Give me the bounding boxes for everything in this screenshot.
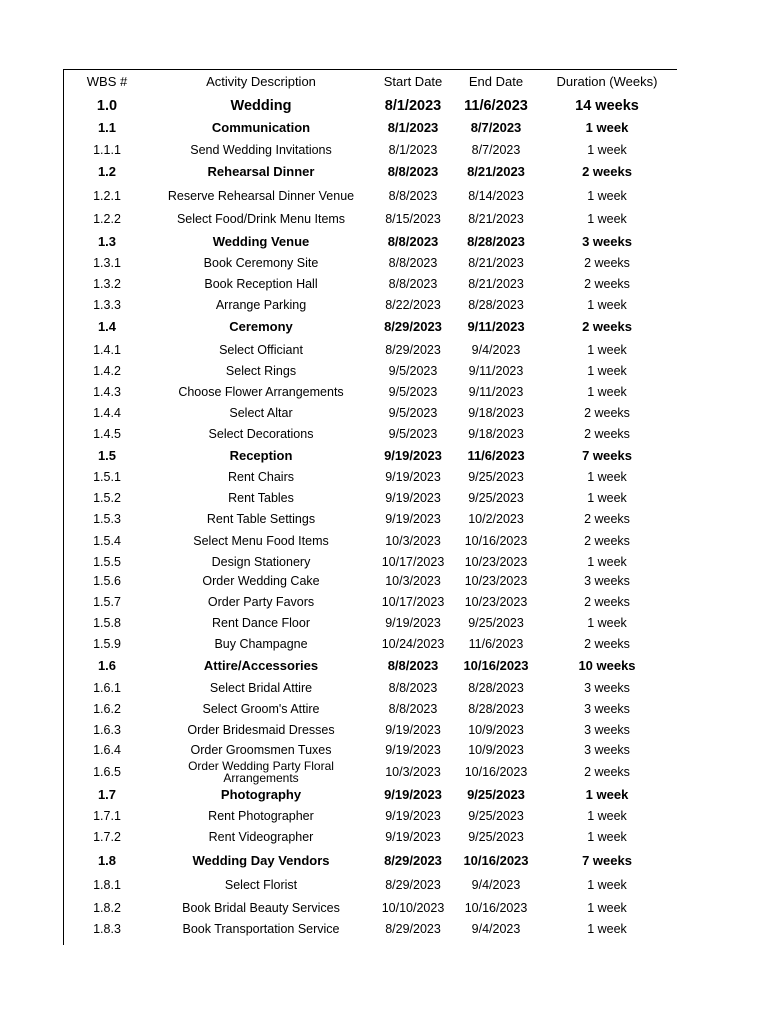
cell-desc: Photography xyxy=(220,787,302,802)
table-row xyxy=(63,759,677,785)
cell-start: 8/22/2023 xyxy=(385,298,441,312)
cell-desc: Wedding Venue xyxy=(212,234,310,249)
cell-dur: 3 weeks xyxy=(584,723,630,737)
cell-wbs: 1.5.6 xyxy=(93,574,121,588)
cell-end: 8/7/2023 xyxy=(470,120,522,135)
cell-desc: Rent Chairs xyxy=(228,470,294,484)
cell-dur: 1 week xyxy=(587,555,627,569)
cell-end: 11/6/2023 xyxy=(467,448,525,463)
cell-end: 9/4/2023 xyxy=(471,922,521,936)
cell-end: 9/25/2023 xyxy=(468,491,524,505)
cell-wbs: 1.1.1 xyxy=(93,143,121,157)
table-row xyxy=(63,827,677,847)
cell-desc: Select Decorations xyxy=(208,427,314,441)
cell-wbs: 1.4.5 xyxy=(93,427,121,441)
header-duration: Duration (Weeks) xyxy=(556,74,658,89)
table-row xyxy=(63,424,677,444)
cell-start: 9/5/2023 xyxy=(388,385,438,399)
cell-end: 8/28/2023 xyxy=(467,234,525,249)
cell-start: 8/8/2023 xyxy=(388,702,438,716)
cell-desc: Select Officiant xyxy=(219,343,303,357)
table-row xyxy=(63,571,677,591)
cell-wbs: 1.2 xyxy=(97,164,117,179)
cell-dur: 1 week xyxy=(587,189,627,203)
table-row xyxy=(63,699,677,719)
table-row xyxy=(63,720,677,740)
cell-dur: 1 week xyxy=(587,830,627,844)
cell-end: 8/21/2023 xyxy=(467,164,525,179)
cell-wbs: 1.2.2 xyxy=(93,212,121,226)
table-row xyxy=(63,382,677,402)
summary-row xyxy=(63,118,677,138)
cell-dur: 3 weeks xyxy=(584,681,630,695)
cell-dur: 7 weeks xyxy=(582,448,632,463)
cell-desc: Rent Tables xyxy=(228,491,294,505)
table-row xyxy=(63,403,677,423)
table-row xyxy=(63,295,677,315)
cell-wbs: 1.8.2 xyxy=(93,901,121,915)
cell-start: 8/1/2023 xyxy=(384,98,442,114)
cell-wbs: 1.5.2 xyxy=(93,491,121,505)
cell-dur: 3 weeks xyxy=(584,702,630,716)
cell-wbs: 1.4.3 xyxy=(93,385,121,399)
cell-wbs: 1.6.3 xyxy=(93,723,121,737)
cell-end: 11/6/2023 xyxy=(464,98,528,114)
cell-dur: 1 week xyxy=(587,878,627,892)
cell-desc: Select Rings xyxy=(225,364,297,378)
table-row xyxy=(63,592,677,612)
cell-desc: Attire/Accessories xyxy=(203,658,319,673)
cell-start: 8/8/2023 xyxy=(388,277,438,291)
cell-wbs: 1.4.2 xyxy=(93,364,121,378)
cell-desc: Rent Dance Floor xyxy=(212,616,310,630)
cell-start: 10/3/2023 xyxy=(385,765,441,779)
cell-dur: 1 week xyxy=(585,787,629,802)
cell-start: 9/19/2023 xyxy=(385,830,441,844)
cell-wbs: 1.3 xyxy=(97,234,117,249)
cell-wbs: 1.5 xyxy=(97,448,117,463)
table-row xyxy=(63,919,677,939)
cell-start: 8/8/2023 xyxy=(388,256,438,270)
table-row xyxy=(63,613,677,633)
cell-start: 10/17/2023 xyxy=(381,595,445,609)
cell-dur: 2 weeks xyxy=(582,319,632,334)
cell-start: 8/29/2023 xyxy=(385,922,441,936)
cell-end: 10/23/2023 xyxy=(464,555,528,569)
cell-desc: Order Wedding Party Floral Arrangements xyxy=(188,759,334,785)
cell-start: 8/29/2023 xyxy=(385,878,441,892)
cell-dur: 2 weeks xyxy=(584,637,630,651)
cell-end: 8/28/2023 xyxy=(468,702,524,716)
cell-wbs: 1.6.5 xyxy=(93,765,121,779)
cell-desc: Order Party Favors xyxy=(207,595,315,609)
cell-wbs: 1.6.4 xyxy=(93,743,121,757)
cell-desc: Rent Videographer xyxy=(208,830,314,844)
cell-wbs: 1.8.1 xyxy=(93,878,121,892)
cell-desc: Select Florist xyxy=(224,878,298,892)
cell-desc: Rent Photographer xyxy=(208,809,314,823)
cell-start: 9/19/2023 xyxy=(385,491,441,505)
cell-wbs: 1.5.5 xyxy=(93,555,121,569)
cell-start: 8/1/2023 xyxy=(388,143,438,157)
table-row xyxy=(63,740,677,760)
cell-desc: Design Stationery xyxy=(211,555,311,569)
cell-dur: 1 week xyxy=(587,901,627,915)
cell-dur: 1 week xyxy=(587,491,627,505)
table-row xyxy=(63,140,677,160)
cell-wbs: 1.3.2 xyxy=(93,277,121,291)
table-row xyxy=(63,898,677,918)
header-start-date: Start Date xyxy=(383,74,443,89)
cell-end: 8/7/2023 xyxy=(471,143,521,157)
cell-desc: Select Altar xyxy=(229,406,293,420)
cell-dur: 1 week xyxy=(587,809,627,823)
cell-end: 10/2/2023 xyxy=(468,512,524,526)
cell-wbs: 1.5.3 xyxy=(93,512,121,526)
cell-start: 8/1/2023 xyxy=(387,120,439,135)
cell-start: 9/19/2023 xyxy=(385,743,441,757)
cell-start: 9/5/2023 xyxy=(388,427,438,441)
cell-dur: 1 week xyxy=(587,343,627,357)
cell-end: 10/16/2023 xyxy=(463,658,529,673)
table-row xyxy=(63,634,677,654)
cell-desc: Rent Table Settings xyxy=(206,512,316,526)
cell-dur: 3 weeks xyxy=(584,574,630,588)
cell-start: 8/8/2023 xyxy=(387,658,439,673)
cell-end: 11/6/2023 xyxy=(468,637,524,651)
cell-wbs: 1.5.8 xyxy=(93,616,121,630)
summary-row xyxy=(63,317,677,337)
cell-start: 8/8/2023 xyxy=(387,234,439,249)
cell-dur: 1 week xyxy=(587,364,627,378)
cell-dur: 2 weeks xyxy=(584,765,630,779)
cell-desc: Reception xyxy=(229,448,293,463)
header-end-date: End Date xyxy=(468,74,524,89)
header-wbs: WBS # xyxy=(86,74,128,89)
cell-end: 9/25/2023 xyxy=(468,830,524,844)
cell-end: 8/14/2023 xyxy=(468,189,524,203)
cell-dur: 1 week xyxy=(587,616,627,630)
cell-wbs: 1.7.1 xyxy=(93,809,121,823)
cell-wbs: 1.6.2 xyxy=(93,702,121,716)
cell-dur: 14 weeks xyxy=(575,98,639,114)
cell-dur: 1 week xyxy=(587,470,627,484)
cell-wbs: 1.2.1 xyxy=(93,189,121,203)
cell-start: 9/19/2023 xyxy=(385,470,441,484)
cell-desc: Communication xyxy=(211,120,311,135)
cell-end: 9/25/2023 xyxy=(468,616,524,630)
cell-dur: 3 weeks xyxy=(582,234,632,249)
cell-end: 9/25/2023 xyxy=(468,470,524,484)
cell-start: 9/19/2023 xyxy=(385,809,441,823)
cell-desc: Buy Champagne xyxy=(214,637,308,651)
cell-desc: Ceremony xyxy=(229,319,293,334)
cell-desc: Wedding Day Vendors xyxy=(192,853,330,868)
cell-end: 10/23/2023 xyxy=(464,595,528,609)
cell-wbs: 1.0 xyxy=(96,98,118,114)
cell-start: 9/5/2023 xyxy=(388,406,438,420)
cell-start: 8/8/2023 xyxy=(388,681,438,695)
cell-desc: Select Groom's Attire xyxy=(202,702,320,716)
cell-desc: Book Ceremony Site xyxy=(203,256,319,270)
cell-wbs: 1.5.9 xyxy=(93,637,121,651)
summary-row xyxy=(63,232,677,252)
cell-start: 8/15/2023 xyxy=(385,212,441,226)
table-row xyxy=(63,806,677,826)
cell-start: 8/29/2023 xyxy=(385,343,441,357)
cell-dur: 2 weeks xyxy=(584,512,630,526)
cell-end: 10/9/2023 xyxy=(468,723,524,737)
summary-row xyxy=(63,162,677,182)
cell-end: 9/4/2023 xyxy=(471,878,521,892)
table-header-row xyxy=(63,72,677,92)
cell-end: 8/21/2023 xyxy=(468,212,524,226)
cell-end: 8/21/2023 xyxy=(468,256,524,270)
cell-start: 9/19/2023 xyxy=(385,512,441,526)
cell-end: 10/16/2023 xyxy=(464,534,528,548)
cell-desc: Select Menu Food Items xyxy=(193,534,329,548)
cell-desc: Reserve Rehearsal Dinner Venue xyxy=(167,189,355,203)
cell-dur: 1 week xyxy=(587,922,627,936)
table-row xyxy=(63,209,677,229)
cell-desc: Book Transportation Service xyxy=(182,922,340,936)
cell-wbs: 1.4.4 xyxy=(93,406,121,420)
cell-end: 8/21/2023 xyxy=(468,277,524,291)
cell-dur: 2 weeks xyxy=(584,277,630,291)
cell-desc: Order Wedding Cake xyxy=(202,574,320,588)
cell-desc: Book Reception Hall xyxy=(204,277,318,291)
cell-start: 8/29/2023 xyxy=(384,853,442,868)
cell-end: 9/25/2023 xyxy=(467,787,525,802)
cell-desc: Rehearsal Dinner xyxy=(207,164,315,179)
cell-start: 9/19/2023 xyxy=(385,616,441,630)
cell-wbs: 1.7.2 xyxy=(93,830,121,844)
cell-desc: Select Food/Drink Menu Items xyxy=(176,212,346,226)
table-row xyxy=(63,340,677,360)
cell-dur: 2 weeks xyxy=(584,534,630,548)
cell-dur: 1 week xyxy=(587,212,627,226)
table-row xyxy=(63,488,677,508)
summary-row xyxy=(63,785,677,805)
cell-dur: 10 weeks xyxy=(578,658,636,673)
cell-dur: 1 week xyxy=(585,120,629,135)
cell-start: 10/24/2023 xyxy=(381,637,445,651)
table-top-border xyxy=(63,69,677,70)
table-row xyxy=(63,678,677,698)
cell-wbs: 1.8 xyxy=(97,853,117,868)
cell-desc: Arrange Parking xyxy=(215,298,307,312)
cell-dur: 7 weeks xyxy=(582,853,632,868)
cell-end: 10/16/2023 xyxy=(464,901,528,915)
cell-dur: 1 week xyxy=(587,143,627,157)
cell-wbs: 1.1 xyxy=(97,120,117,135)
cell-desc: Select Bridal Attire xyxy=(209,681,313,695)
cell-dur: 1 week xyxy=(587,298,627,312)
cell-desc: Wedding xyxy=(230,98,292,114)
table-row xyxy=(63,274,677,294)
cell-dur: 2 weeks xyxy=(584,256,630,270)
table-row xyxy=(63,875,677,895)
cell-start: 10/3/2023 xyxy=(385,574,441,588)
summary-row xyxy=(63,446,677,466)
cell-dur: 2 weeks xyxy=(584,427,630,441)
cell-start: 9/5/2023 xyxy=(388,364,438,378)
cell-dur: 2 weeks xyxy=(584,406,630,420)
cell-end: 9/11/2023 xyxy=(468,364,524,378)
table-row xyxy=(63,253,677,273)
cell-wbs: 1.7 xyxy=(97,787,117,802)
cell-desc: Send Wedding Invitations xyxy=(190,143,332,157)
cell-start: 8/8/2023 xyxy=(388,189,438,203)
cell-desc: Order Bridesmaid Dresses xyxy=(187,723,335,737)
cell-wbs: 1.3.1 xyxy=(93,256,121,270)
summary-row xyxy=(63,96,677,116)
cell-end: 9/11/2023 xyxy=(468,385,524,399)
cell-end: 9/18/2023 xyxy=(468,427,524,441)
cell-start: 8/29/2023 xyxy=(384,319,442,334)
cell-start: 10/17/2023 xyxy=(381,555,445,569)
table-row xyxy=(63,552,677,572)
cell-wbs: 1.5.1 xyxy=(93,470,121,484)
table-row xyxy=(63,186,677,206)
cell-end: 8/28/2023 xyxy=(468,681,524,695)
cell-start: 9/19/2023 xyxy=(384,448,442,463)
summary-row xyxy=(63,851,677,871)
cell-start: 9/19/2023 xyxy=(384,787,442,802)
cell-end: 10/16/2023 xyxy=(464,765,528,779)
cell-dur: 2 weeks xyxy=(582,164,632,179)
cell-wbs: 1.8.3 xyxy=(93,922,121,936)
cell-end: 9/11/2023 xyxy=(467,319,525,334)
cell-start: 10/3/2023 xyxy=(385,534,441,548)
cell-desc: Book Bridal Beauty Services xyxy=(182,901,340,915)
cell-dur: 1 week xyxy=(587,385,627,399)
cell-wbs: 1.5.4 xyxy=(93,534,121,548)
cell-dur: 2 weeks xyxy=(584,595,630,609)
cell-wbs: 1.6.1 xyxy=(93,681,121,695)
cell-end: 10/16/2023 xyxy=(463,853,529,868)
cell-wbs: 1.3.3 xyxy=(93,298,121,312)
summary-row xyxy=(63,656,677,676)
cell-end: 10/23/2023 xyxy=(464,574,528,588)
cell-wbs: 1.4.1 xyxy=(93,343,121,357)
table-row xyxy=(63,509,677,529)
cell-end: 8/28/2023 xyxy=(468,298,524,312)
cell-wbs: 1.5.7 xyxy=(93,595,121,609)
cell-wbs: 1.6 xyxy=(97,658,117,673)
cell-start: 8/8/2023 xyxy=(387,164,439,179)
cell-end: 9/25/2023 xyxy=(468,809,524,823)
cell-end: 9/18/2023 xyxy=(468,406,524,420)
cell-desc: Order Groomsmen Tuxes xyxy=(190,743,332,757)
table-row xyxy=(63,467,677,487)
cell-wbs: 1.4 xyxy=(97,319,117,334)
cell-end: 9/4/2023 xyxy=(471,343,521,357)
cell-dur: 3 weeks xyxy=(584,743,630,757)
header-activity-description: Activity Description xyxy=(206,74,316,89)
cell-start: 9/19/2023 xyxy=(385,723,441,737)
cell-end: 10/9/2023 xyxy=(468,743,524,757)
cell-start: 10/10/2023 xyxy=(381,901,445,915)
cell-desc: Choose Flower Arrangements xyxy=(178,385,344,399)
table-row xyxy=(63,361,677,381)
table-row xyxy=(63,531,677,551)
